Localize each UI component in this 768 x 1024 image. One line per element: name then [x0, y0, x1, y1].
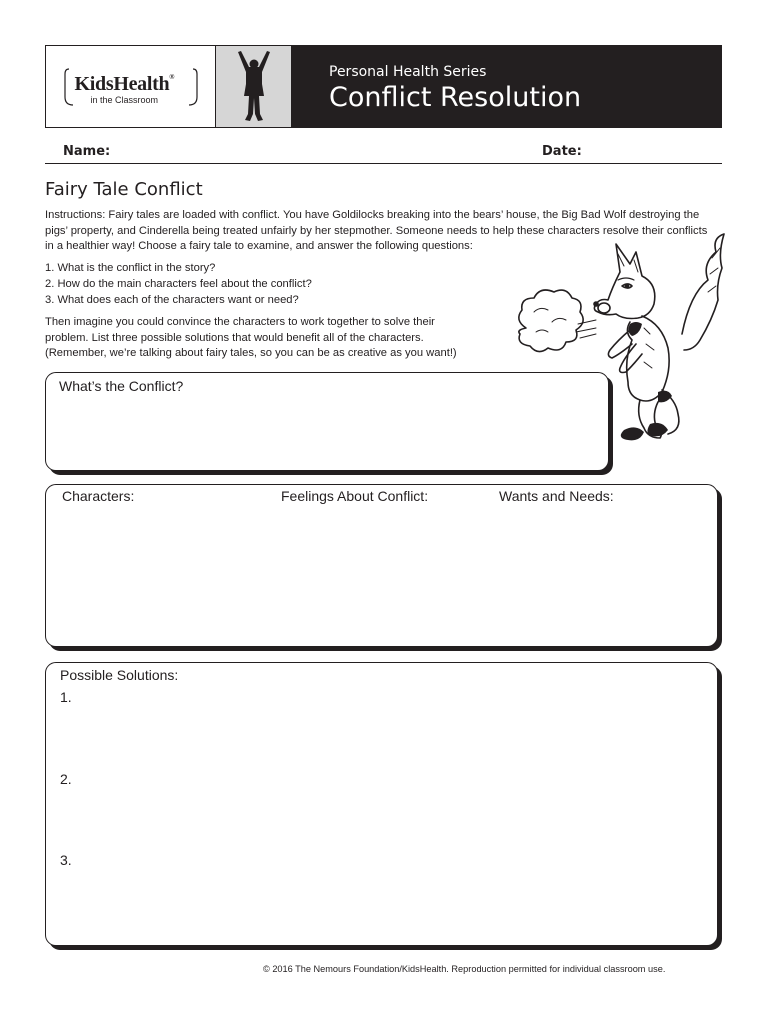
question-list: [45, 260, 312, 308]
characters-answer-box[interactable]: [45, 484, 718, 647]
kidshealth-logo: [63, 65, 199, 109]
solution-number: 2.: [60, 771, 72, 787]
imagine-line: problem. List three possible solutions that would benefit all of the characters.: [45, 331, 424, 344]
page-title: Conflict Resolution: [329, 82, 582, 113]
question-item: 2. How do the main characters feel about the conflict?: [45, 278, 312, 290]
logo-wordmark-text: KidsHealth: [74, 72, 170, 95]
question-item: 3. What does each of the characters want or need?: [45, 294, 299, 306]
figure-cell: [216, 46, 292, 127]
conflict-answer-box[interactable]: [45, 372, 609, 471]
solution-number: 1.: [60, 689, 72, 705]
header-band: [45, 45, 722, 128]
solutions-answer-box[interactable]: [45, 662, 718, 946]
solutions-label: Possible Solutions:: [60, 667, 179, 683]
logo-cell: [46, 46, 216, 127]
conflict-label: What’s the Conflict?: [59, 378, 184, 394]
characters-label: Characters:: [62, 488, 135, 504]
title-cell: [292, 46, 721, 127]
solution-number: 3.: [60, 852, 72, 868]
date-label: Date:: [542, 144, 582, 159]
question-item: 1. What is the conflict in the story?: [45, 262, 216, 274]
logo-subtitle: in the Classroom: [90, 94, 159, 105]
imagine-line: (Remember, we’re talking about fairy tales, so you can be as creative as you want!): [45, 347, 457, 360]
name-date-row: [45, 143, 722, 164]
cheering-child-silhouette-icon: [234, 50, 274, 124]
wants-needs-label: Wants and Needs:: [499, 488, 614, 504]
instructions-text: Instructions: Fairy tales are loaded with conflict. You have Goldilocks breaking into the bears’ house, the Big Bad Wolf destroying the pigs’ property, and Cinderella being treated unfairly by her stepmother. Someone needs to help these characters resolve their conflicts in a healthier way! Choose a fairy tale to examine, and answer the following questions:: [45, 209, 708, 253]
activity-title: Fairy Tale Conflict: [45, 179, 203, 200]
logo-trademark: ®: [169, 72, 175, 81]
feelings-label: Feelings About Conflict:: [281, 488, 429, 504]
name-label: Name:: [63, 144, 111, 159]
imagine-line: Then imagine you could convince the characters to work together to solve their: [45, 316, 435, 328]
copyright-notice: © 2016 The Nemours Foundation/KidsHealth. Reproduction permitted for individual classroom use.: [263, 964, 666, 974]
logo-wordmark: [75, 73, 175, 96]
series-name: Personal Health Series: [329, 64, 487, 80]
imagine-text: [45, 315, 465, 362]
